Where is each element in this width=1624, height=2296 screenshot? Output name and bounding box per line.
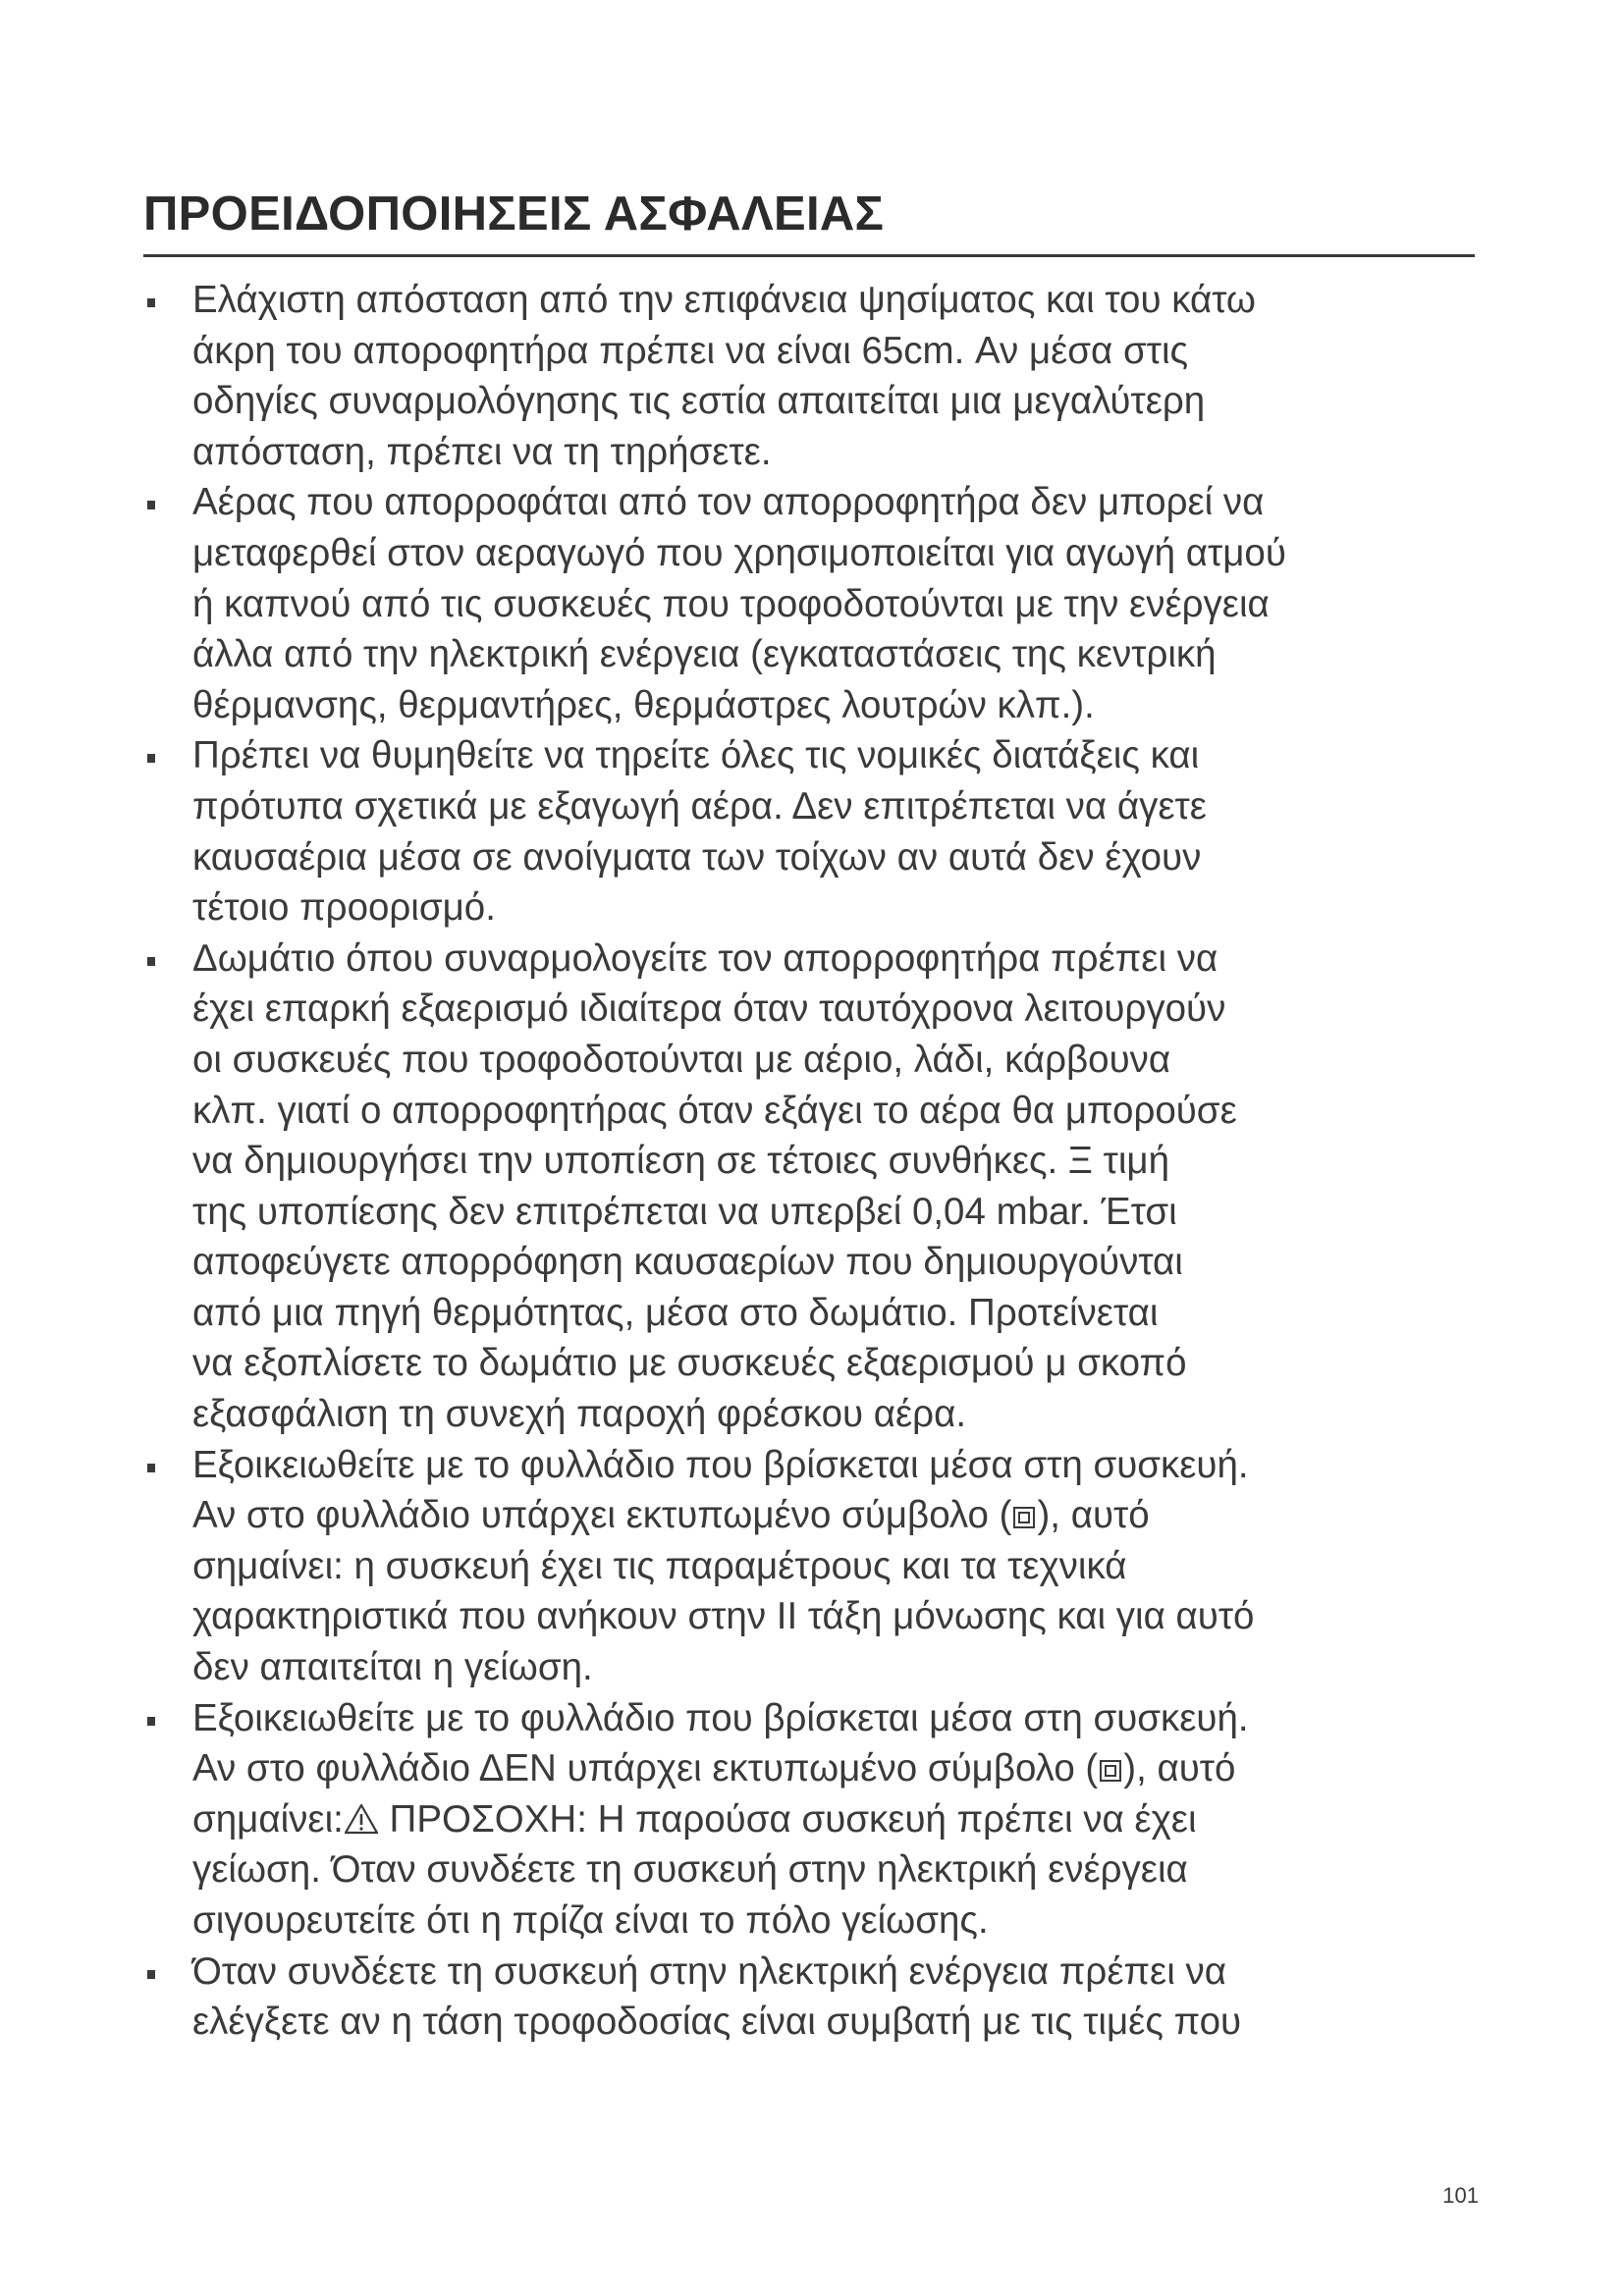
safety-warnings-list	[143, 275, 1489, 2048]
text-line: ή καπνού από τις συσκευές που τροφοδοτούνται με την ενέργεια	[192, 582, 1270, 625]
text-line: Πρέπει να θυμηθείτε να τηρείτε όλες τις νομικές διατάξεις και	[192, 734, 1200, 777]
text-line: οδηγίες συναρμολόγησης τις εστία απαιτείται μια μεγαλύτερη	[192, 380, 1206, 423]
list-item	[143, 1440, 1489, 1693]
text-line: τέτοιο προορισμό.	[192, 886, 496, 930]
text-line: πρότυπα σχετικά με εξαγωγή αέρα. Δεν επιτρέπεται να άγετε	[192, 784, 1207, 828]
text-fragment: σημαίνει:	[192, 1797, 344, 1841]
text-line: Όταν συνδέετε τη συσκευή στην ηλεκτρική ενέργεια πρέπει να	[192, 1949, 1226, 1993]
list-item	[143, 934, 1489, 1440]
warning-triangle-icon	[344, 1803, 379, 1835]
text-line: Αέρας που απορροφάται από τον απορροφητήρα δεν μπορεί να	[192, 481, 1265, 524]
text-fragment: Αν στο φυλλάδιο ΔΕΝ υπάρχει εκτυπωμένο σύμβολο (	[192, 1747, 1099, 1790]
bullet-marker	[147, 754, 155, 763]
text-line: να δημιουργήσει την υποπίεση σε τέτοιες συνθήκες. Ξ τιμή	[192, 1140, 1170, 1183]
text-line: άκρη του αποροφητήρα πρέπει να είναι 65cm. Αν μέσα στις	[192, 329, 1189, 372]
text-line: να εξοπλίσετε το δωμάτιο με συσκευές εξαερισμού μ σκοπό	[192, 1342, 1187, 1385]
bullet-marker	[147, 1464, 155, 1472]
text-line: εξασφάλιση τη συνεχή παροχή φρέσκου αέρα.	[192, 1393, 967, 1436]
list-item	[143, 1947, 1489, 2048]
text-line: δεν απαιτείται η γείωση.	[192, 1646, 593, 1689]
text-line	[192, 1743, 1489, 1794]
bullet-marker	[147, 298, 155, 307]
text-fragment: Αν στο φυλλάδιο υπάρχει εκτυπωμένο σύμβολο (	[192, 1494, 1012, 1537]
text-line: καυσαέρια μέσα σε ανοίγματα των τοίχων αν αυτά δεν έχουν	[192, 835, 1202, 879]
bullet-marker	[147, 1717, 155, 1726]
text-line: γείωση. Όταν συνδέετε τη συσκευή στην ηλεκτρική ενέργεια	[192, 1848, 1188, 1892]
list-item	[143, 1693, 1489, 1947]
list-item	[143, 477, 1489, 730]
text-fragment: ΠΡΟΣΟΧΗ: Η παρούσα συσκευή πρέπει να έχει	[378, 1797, 1197, 1841]
text-line: Εξοικειωθείτε με το φυλλάδιο που βρίσκεται μέσα στη συσκευή.	[192, 1443, 1249, 1486]
text-line: κλπ. γιατί ο απορροφητήρας όταν εξάγει το αέρα θα μπορούσε	[192, 1089, 1237, 1132]
text-line: απόσταση, πρέπει να τη τηρήσετε.	[192, 430, 772, 473]
class-ii-insulation-icon	[1011, 1503, 1037, 1532]
text-fragment: ), αυτό	[1037, 1494, 1150, 1537]
text-line: της υποπίεσης δεν επιτρέπεται να υπερβεί 0,04 mbar. Έτσι	[192, 1190, 1177, 1233]
list-item	[143, 275, 1489, 477]
text-line: οι συσκευές που τροφοδοτούνται με αέριο, λάδι, κάρβουνα	[192, 1038, 1171, 1081]
text-line: σιγουρευτείτε ότι η πρίζα είναι το πόλο γείωσης.	[192, 1899, 989, 1942]
bullet-marker	[147, 501, 155, 509]
text-line: άλλα από την ηλεκτρική ενέργεια (εγκαταστάσεις της κεντρική	[192, 633, 1217, 676]
text-line: αποφεύγετε απορρόφηση καυσαερίων που δημιουργούνται	[192, 1241, 1183, 1284]
text-line: χαρακτηριστικά που ανήκουν στην II τάξη μόνωσης και για αυτό	[192, 1595, 1255, 1638]
text-line	[192, 1490, 1489, 1541]
page-number: 101	[1442, 2183, 1479, 2208]
text-line: Δωμάτιο όπου συναρμολογείτε τον απορροφητήρα πρέπει να	[192, 936, 1218, 980]
bullet-marker	[147, 1970, 155, 1979]
page-title: ΠΡΟΕΙΔΟΠΟΙΗΣΕΙΣ ΑΣΦΑΛΕΙΑΣ	[143, 187, 885, 240]
text-line: ελέγξετε αν η τάση τροφοδοσίας είναι συμβατή με τις τιμές που	[192, 2001, 1242, 2044]
title-underline	[143, 254, 1475, 257]
list-item	[143, 730, 1489, 933]
text-line: θέρμανσης, θερμαντήρες, θερμάστρες λουτρών κλπ.).	[192, 683, 1095, 726]
text-fragment: ), αυτό	[1123, 1747, 1236, 1790]
text-line: Εξοικειωθείτε με το φυλλάδιο που βρίσκεται μέσα στη συσκευή.	[192, 1696, 1249, 1739]
text-line: από μια πηγή θερμότητας, μέσα στο δωμάτιο. Προτείνεται	[192, 1291, 1159, 1334]
bullet-marker	[147, 957, 155, 966]
text-line: έχει επαρκή εξαερισμό ιδιαίτερα όταν ταυτόχρονα λειτουργούν	[192, 988, 1226, 1031]
text-line: σημαίνει: η συσκευή έχει τις παραμέτρους και τα τεχνικά	[192, 1544, 1127, 1587]
text-line: Ελάχιστη απόσταση από την επιφάνεια ψησίματος και του κάτω	[192, 279, 1256, 321]
text-line: μεταφερθεί στον αεραγωγό που χρησιμοποιείται για αγωγή ατμού	[192, 531, 1286, 574]
text-line	[192, 1794, 1489, 1845]
class-ii-insulation-icon	[1098, 1756, 1123, 1786]
